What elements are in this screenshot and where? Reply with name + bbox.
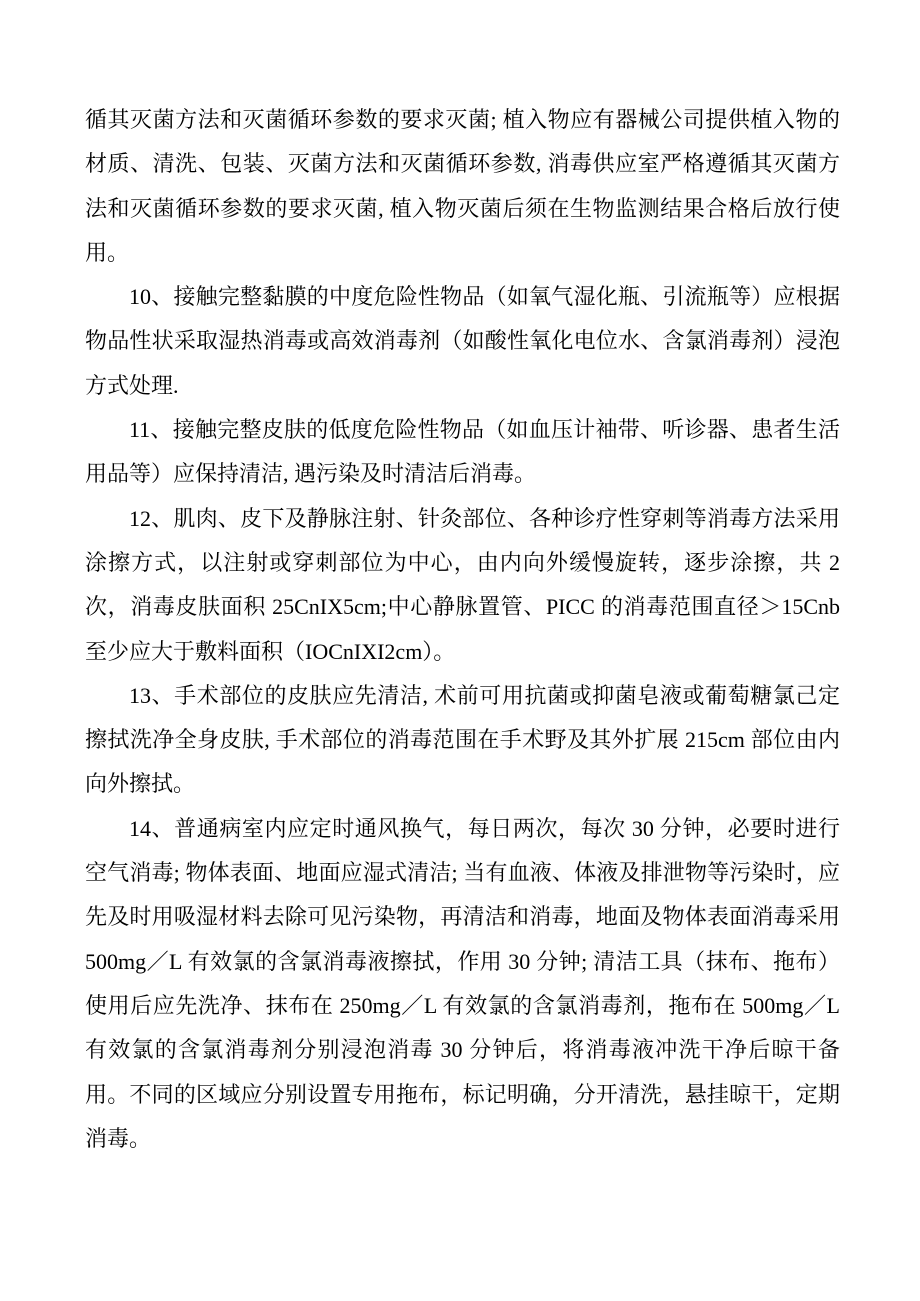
- paragraph-item-12: 12、肌肉、皮下及静脉注射、针灸部位、各种诊疗性穿刺等消毒方法采用涂擦方式，以注射或穿刺部位为中心，由内向外缓慢旋转，逐步涂擦，共 2 次，消毒皮肤面积 25CnIX5cm;中心静脉置管、PICC 的消毒范围直径＞15Cnb 至少应大于敷料面积（IOCnIXI2cm）。: [85, 505, 840, 664]
- document-content: [85, 98, 840, 1161]
- paragraph-item-14: 14、普通病室内应定时通风换气，每日两次，每次 30 分钟，必要时进行空气消毒; 物体表面、地面应湿式清洁; 当有血液、体液及排泄物等污染时，应先及时用吸湿材料去除可见污染物，再清洁和消毒，地面及物体表面消毒采用 500mg／L 有效氯的含氯消毒液擦拭，作用 30 分钟; 清洁工具（抹布、拖布）使用后应先洗净、抹布在 250mg／L 有效氯的含氯消毒剂，拖布在 500mg／L 有效氯的含氯消毒剂分别浸泡消毒 30 分钟后，将消毒液冲洗干净后晾干备用。不同的区域应分别设置专用拖布，标记明确，分开清洗，悬挂晾干，定期消毒。: [85, 815, 840, 1151]
- paragraph-item-11: 11、接触完整皮肤的低度危险性物品（如血压计袖带、听诊器、患者生活用品等）应保持清洁, 遇污染及时清洁后消毒。: [85, 417, 840, 487]
- paragraph-item-10: 10、接触完整黏膜的中度危险性物品（如氧气湿化瓶、引流瓶等）应根据物品性状采取湿热消毒或高效消毒剂（如酸性氧化电位水、含氯消毒剂）浸泡方式处理.: [85, 284, 840, 398]
- paragraph-item-13: 13、手术部位的皮肤应先清洁, 术前可用抗菌或抑菌皂液或葡萄糖氯己定擦拭洗净全身皮肤, 手术部位的消毒范围在手术野及其外扩展 215cm 部位由内向外擦拭。: [85, 682, 840, 797]
- paragraph-sterilization-continuation: 循其灭菌方法和灭菌循环参数的要求灭菌; 植入物应有器械公司提供植入物的材质、清洗、包装、灭菌方法和灭菌循环参数, 消毒供应室严格遵循其灭菌方法和灭菌循环参数的要求灭菌, 植入物灭菌后须在生物监测结果合格后放行使用。: [85, 107, 840, 265]
